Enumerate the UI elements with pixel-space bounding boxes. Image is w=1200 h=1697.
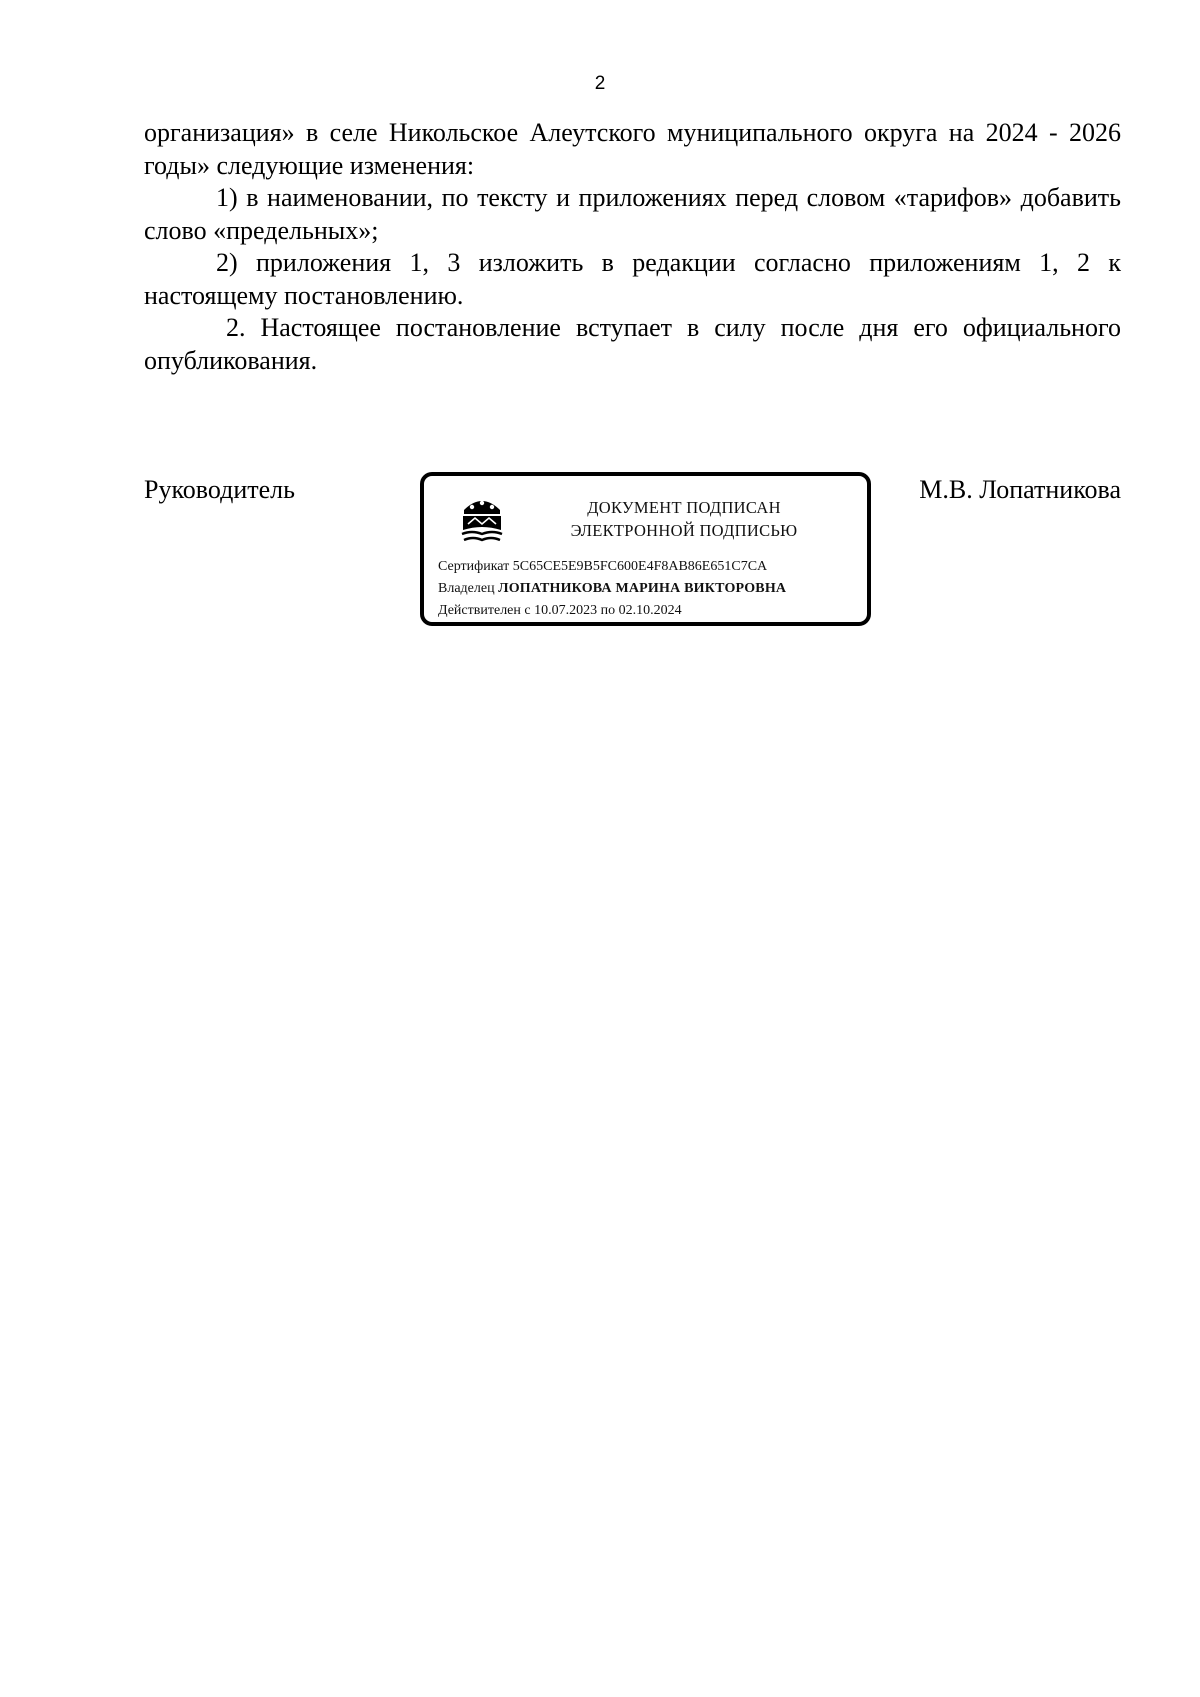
paragraph-clause-2: 2. Настоящее постановление вступает в силу после дня его официального опубликования. [144, 313, 1121, 375]
electronic-signature-stamp [420, 472, 871, 626]
stamp-header-line-2: ЭЛЕКТРОННОЙ ПОДПИСЬЮ [570, 521, 798, 540]
validity-middle: по [600, 603, 616, 618]
stamp-header-line-1: ДОКУМЕНТ ПОДПИСАН [587, 498, 781, 517]
certificate-label: Сертификат [438, 559, 510, 574]
validity-label: Действителен с [438, 603, 531, 618]
paragraph-item-2: 2) приложения 1, 3 изложить в редакции согласно приложениям 1, 2 к настоящему постановлению. [144, 248, 1121, 310]
stamp-owner-row [438, 578, 863, 600]
stamp-validity-row [438, 600, 863, 622]
coat-of-arms-icon [460, 494, 504, 544]
document-body [144, 117, 1121, 377]
paragraph-continuation: организация» в селе Никольское Алеутского муниципального округа на 2024 - 2026 годы» следующие изменения: [144, 118, 1121, 180]
owner-value: ЛОПАТНИКОВА МАРИНА ВИКТОРОВНА [498, 581, 787, 596]
stamp-certificate-row [438, 556, 863, 578]
certificate-value: 5C65CE5E9B5FC600E4F8AB86E651C7CA [512, 559, 768, 574]
signatory-name: М.В. Лопатникова [919, 475, 1121, 504]
paragraph-item-1: 1) в наименовании, по тексту и приложениях перед словом «тарифов» добавить слово «предельных»; [144, 183, 1121, 245]
signatory-title: Руководитель [144, 475, 295, 504]
stamp-header [534, 496, 834, 542]
owner-label: Владелец [438, 581, 495, 596]
valid-from: 10.07.2023 [534, 603, 598, 618]
signature-block [144, 474, 1121, 644]
page-number: 2 [594, 73, 606, 94]
stamp-details [438, 556, 863, 622]
valid-to: 02.10.2024 [618, 603, 682, 618]
